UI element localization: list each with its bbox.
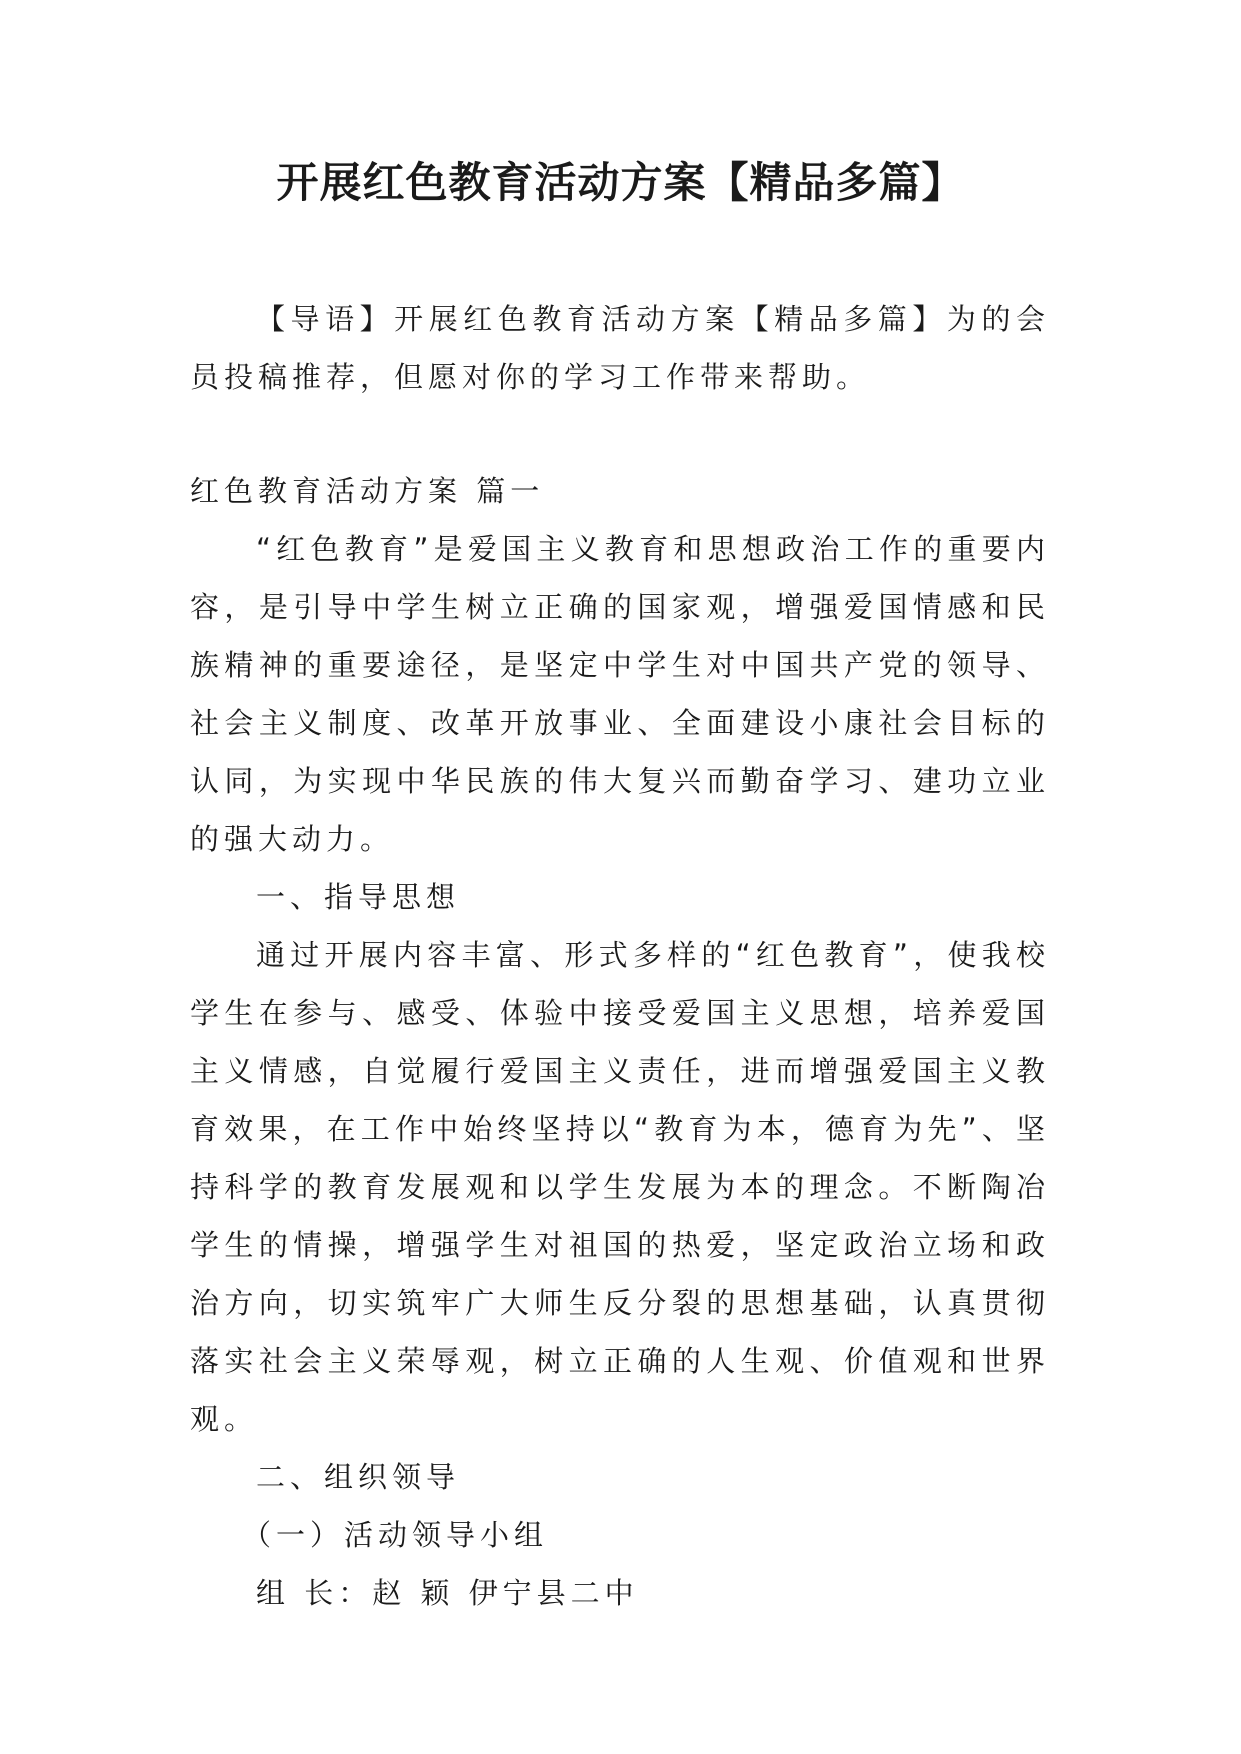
section-one (190, 462, 1050, 1622)
intro-paragraph: 【导语】开展红色教育活动方案【精品多篇】为的会员投稿推荐，但愿对你的学习工作带来帮助。 (190, 302, 1050, 394)
paragraph-red-education: “红色教育”是爱国主义教育和思想政治工作的重要内容，是引导中学生树立正确的国家观，增强爱国情感和民族精神的重要途径，是坚定中学生对中国共产党的领导、社会主义制度、改革开放事业、全面建设小康社会目标的认同，为实现中华民族的伟大复兴而勤奋学习、建功立业的强大动力。 (190, 532, 1050, 856)
paragraph-guiding-thought: 通过开展内容丰富、形式多样的“红色教育”，使我校学生在参与、感受、体验中接受爱国主义思想，培养爱国主义情感，自觉履行爱国主义责任，进而增强爱国主义教育效果，在工作中始终坚持以“教育为本，德育为先”、坚持科学的教育发展观和以学生发展为本的理念。不断陶冶学生的情操，增强学生对祖国的热爱，坚定政治立场和政治方向，切实筑牢广大师生反分裂的思想基础，认真贯彻落实社会主义荣辱观，树立正确的人生观、价值观和世界观。 (190, 938, 1050, 1436)
heading-guiding-thought: 一、指导思想 (256, 880, 461, 914)
heading-organization: 二、组织领导 (256, 1460, 461, 1494)
leader-line: 组 长：赵 颖 伊宁县二中 (256, 1576, 639, 1610)
intro-block (190, 290, 1050, 406)
subheading-leading-group: （一）活动领导小组 (242, 1518, 549, 1552)
document-title: 开展红色教育活动方案【精品多篇】 (276, 158, 965, 207)
section-heading: 红色教育活动方案 篇一 (190, 474, 545, 508)
